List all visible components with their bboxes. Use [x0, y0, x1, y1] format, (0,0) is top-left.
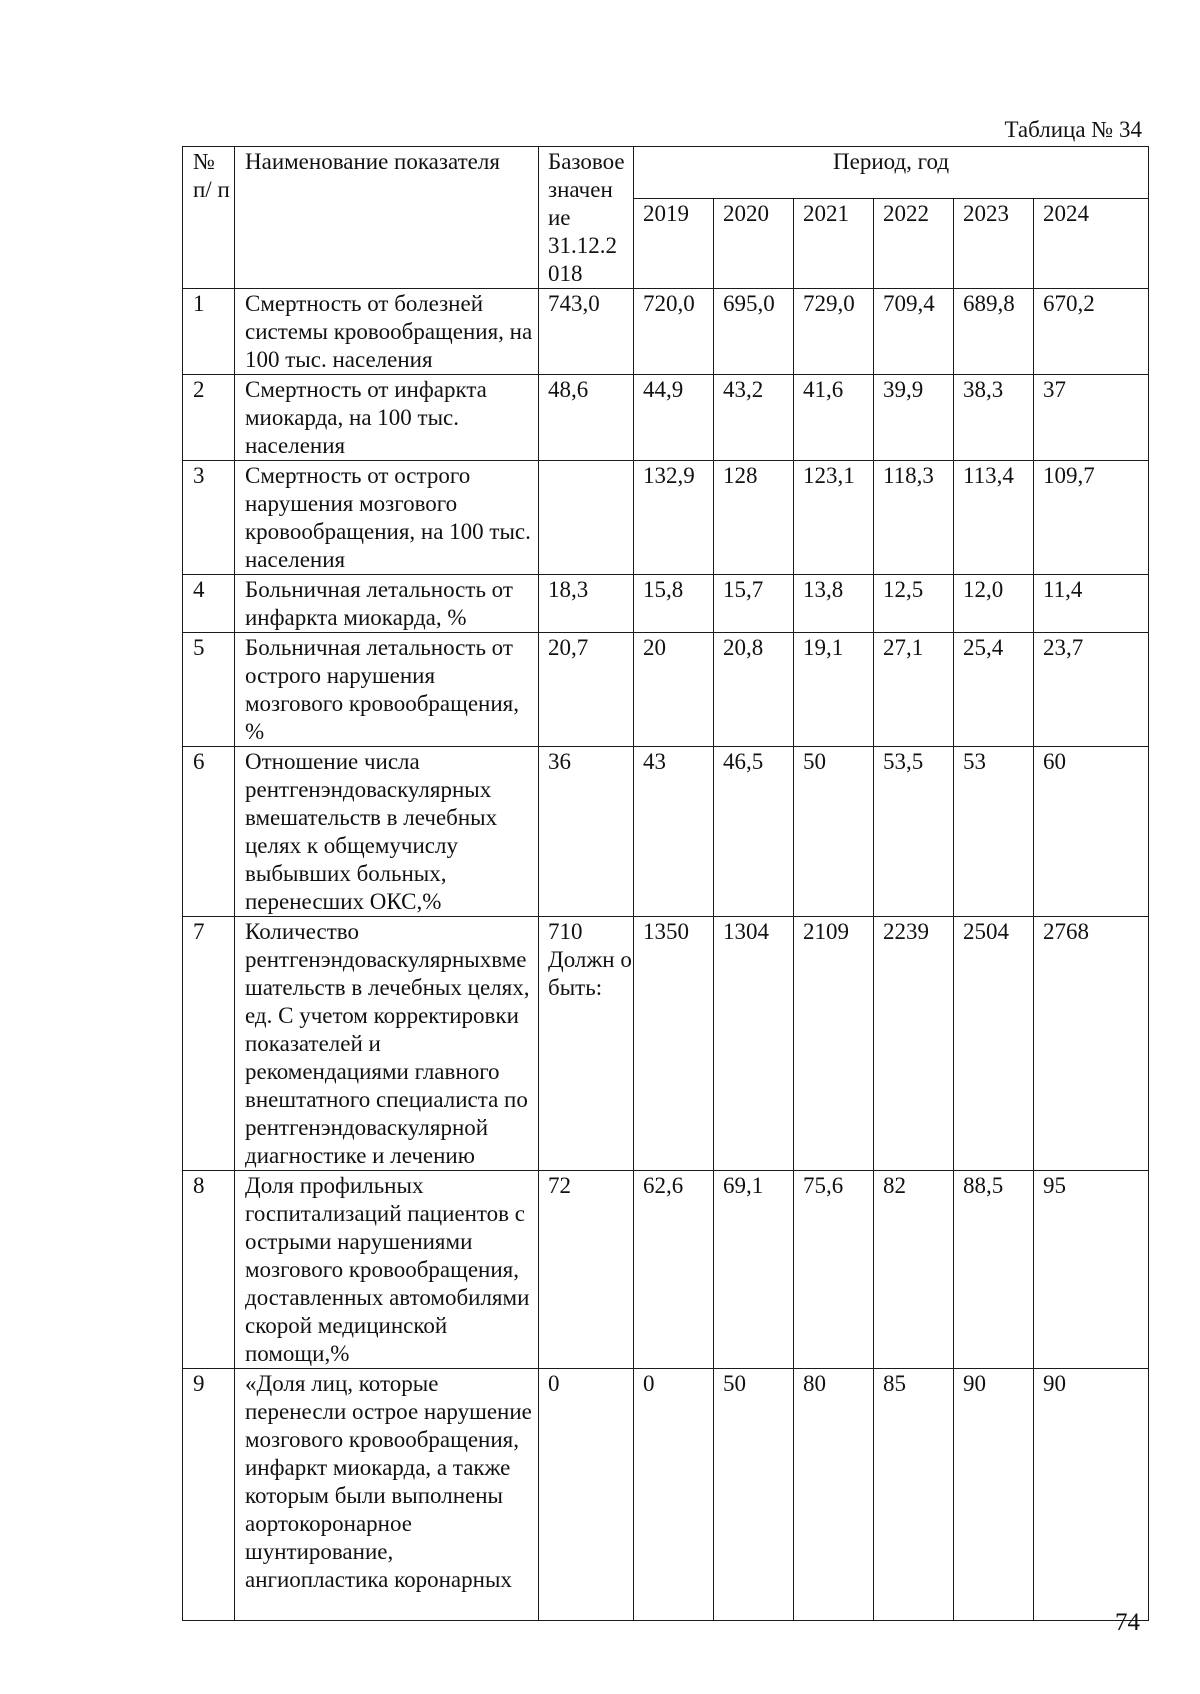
- indicator-name: Больничная летальность от инфаркта миокарда, %: [235, 575, 539, 633]
- value-2024: 109,7: [1034, 461, 1149, 575]
- value-2022: 2239: [874, 917, 954, 1171]
- header-year-2023: 2023: [954, 198, 1034, 288]
- base-value: 743,0: [539, 289, 634, 375]
- value-2019: 720,0: [634, 289, 714, 375]
- table-row: [183, 1171, 1149, 1369]
- value-2023: 2504: [954, 917, 1034, 1171]
- value-2019: 43: [634, 747, 714, 917]
- base-value: 36: [539, 747, 634, 917]
- value-2023: 53: [954, 747, 1034, 917]
- base-value: 48,6: [539, 375, 634, 461]
- value-2023: 88,5: [954, 1171, 1034, 1369]
- value-2023: 12,0: [954, 575, 1034, 633]
- value-2024: 95: [1034, 1171, 1149, 1369]
- value-2019: 1350: [634, 917, 714, 1171]
- value-2022: 53,5: [874, 747, 954, 917]
- row-number: 8: [183, 1171, 235, 1369]
- value-2021: 2109: [794, 917, 874, 1171]
- value-2019: 20: [634, 633, 714, 747]
- table-caption: Таблица № 34: [1004, 117, 1142, 142]
- indicator-name: Смертность от болезней системы кровообращения, на 100 тыс. населения: [235, 289, 539, 375]
- value-2022: 12,5: [874, 575, 954, 633]
- value-2022: 39,9: [874, 375, 954, 461]
- row-number: 5: [183, 633, 235, 747]
- row-number: 9: [183, 1369, 235, 1621]
- value-2019: 132,9: [634, 461, 714, 575]
- value-2024: 23,7: [1034, 633, 1149, 747]
- header-num: № п/ п: [183, 147, 235, 289]
- value-2024: 37: [1034, 375, 1149, 461]
- indicator-name: Больничная летальность от острого нарушения мозгового кровообращения, %: [235, 633, 539, 747]
- header-year-2021: 2021: [794, 198, 874, 288]
- value-2021: 13,8: [794, 575, 874, 633]
- value-2021: 50: [794, 747, 874, 917]
- value-2024: 60: [1034, 747, 1149, 917]
- value-2021: 123,1: [794, 461, 874, 575]
- base-value: 20,7: [539, 633, 634, 747]
- row-number: 3: [183, 461, 235, 575]
- value-2021: 41,6: [794, 375, 874, 461]
- header-row-top: [183, 147, 1149, 199]
- table-row: [183, 633, 1149, 747]
- table-row: [183, 1369, 1149, 1621]
- header-year-2022: 2022: [874, 198, 954, 288]
- indicator-name: Доля профильных госпитализаций пациентов с острыми нарушениями мозгового кровообращения, доставленных автомобилями скорой медицинской помощи,%: [235, 1171, 539, 1369]
- value-2019: 0: [634, 1369, 714, 1621]
- indicator-table: [182, 146, 1149, 1621]
- base-value: 18,3: [539, 575, 634, 633]
- value-2020: 695,0: [714, 289, 794, 375]
- value-2024: 90: [1034, 1369, 1149, 1621]
- table-row: [183, 575, 1149, 633]
- indicator-name: Смертность от острого нарушения мозгового кровообращения, на 100 тыс. населения: [235, 461, 539, 575]
- value-2020: 69,1: [714, 1171, 794, 1369]
- table-row: [183, 747, 1149, 917]
- indicator-name: Смертность от инфаркта миокарда, на 100 тыс. населения: [235, 375, 539, 461]
- value-2019: 62,6: [634, 1171, 714, 1369]
- header-base-value: Базовое значен ие 31.12.2 018: [539, 147, 634, 289]
- value-2021: 75,6: [794, 1171, 874, 1369]
- value-2023: 90: [954, 1369, 1034, 1621]
- header-year-2019: 2019: [634, 198, 714, 288]
- value-2020: 43,2: [714, 375, 794, 461]
- value-2023: 25,4: [954, 633, 1034, 747]
- base-value: [539, 461, 634, 575]
- value-2020: 46,5: [714, 747, 794, 917]
- row-number: 2: [183, 375, 235, 461]
- table-row: [183, 461, 1149, 575]
- header-year-2024: 2024: [1034, 198, 1149, 288]
- table-row: [183, 917, 1149, 1171]
- value-2020: 128: [714, 461, 794, 575]
- value-2019: 44,9: [634, 375, 714, 461]
- row-number: 4: [183, 575, 235, 633]
- row-number: 1: [183, 289, 235, 375]
- row-number: 6: [183, 747, 235, 917]
- value-2019: 15,8: [634, 575, 714, 633]
- row-number: 7: [183, 917, 235, 1171]
- value-2020: 1304: [714, 917, 794, 1171]
- indicator-name: Количество рентгенэндоваскулярныхвме шательств в лечебных целях, ед. С учетом корректировки показателей и рекомендациями главного внештатного специалиста по рентгенэндоваскулярной диагностике и лечению: [235, 917, 539, 1171]
- value-2021: 19,1: [794, 633, 874, 747]
- value-2020: 15,7: [714, 575, 794, 633]
- value-2024: 2768: [1034, 917, 1149, 1171]
- value-2021: 729,0: [794, 289, 874, 375]
- base-value: 0: [539, 1369, 634, 1621]
- value-2023: 689,8: [954, 289, 1034, 375]
- value-2022: 118,3: [874, 461, 954, 575]
- header-period: Период, год: [634, 147, 1149, 199]
- page-number: 74: [1115, 1609, 1140, 1636]
- indicator-name: «Доля лиц, которые перенесли острое нарушение мозгового кровообращения, инфаркт миокарда, а также которым были выполнены аортокоронарное шунтирование, ангиопластика коронарных: [235, 1369, 539, 1621]
- base-value: 72: [539, 1171, 634, 1369]
- value-2022: 85: [874, 1369, 954, 1621]
- value-2022: 27,1: [874, 633, 954, 747]
- header-year-2020: 2020: [714, 198, 794, 288]
- value-2020: 20,8: [714, 633, 794, 747]
- value-2022: 82: [874, 1171, 954, 1369]
- table-row: [183, 289, 1149, 375]
- table-row: [183, 375, 1149, 461]
- value-2020: 50: [714, 1369, 794, 1621]
- header-name: Наименование показателя: [235, 147, 539, 289]
- value-2022: 709,4: [874, 289, 954, 375]
- value-2023: 38,3: [954, 375, 1034, 461]
- value-2021: 80: [794, 1369, 874, 1621]
- value-2024: 670,2: [1034, 289, 1149, 375]
- indicator-name: Отношение числа рентгенэндоваскулярных вмешательств в лечебных целях к общемучислу выбывших больных, перенесших ОКС,%: [235, 747, 539, 917]
- value-2023: 113,4: [954, 461, 1034, 575]
- value-2024: 11,4: [1034, 575, 1149, 633]
- base-value: 710 Должн о быть:: [539, 917, 634, 1171]
